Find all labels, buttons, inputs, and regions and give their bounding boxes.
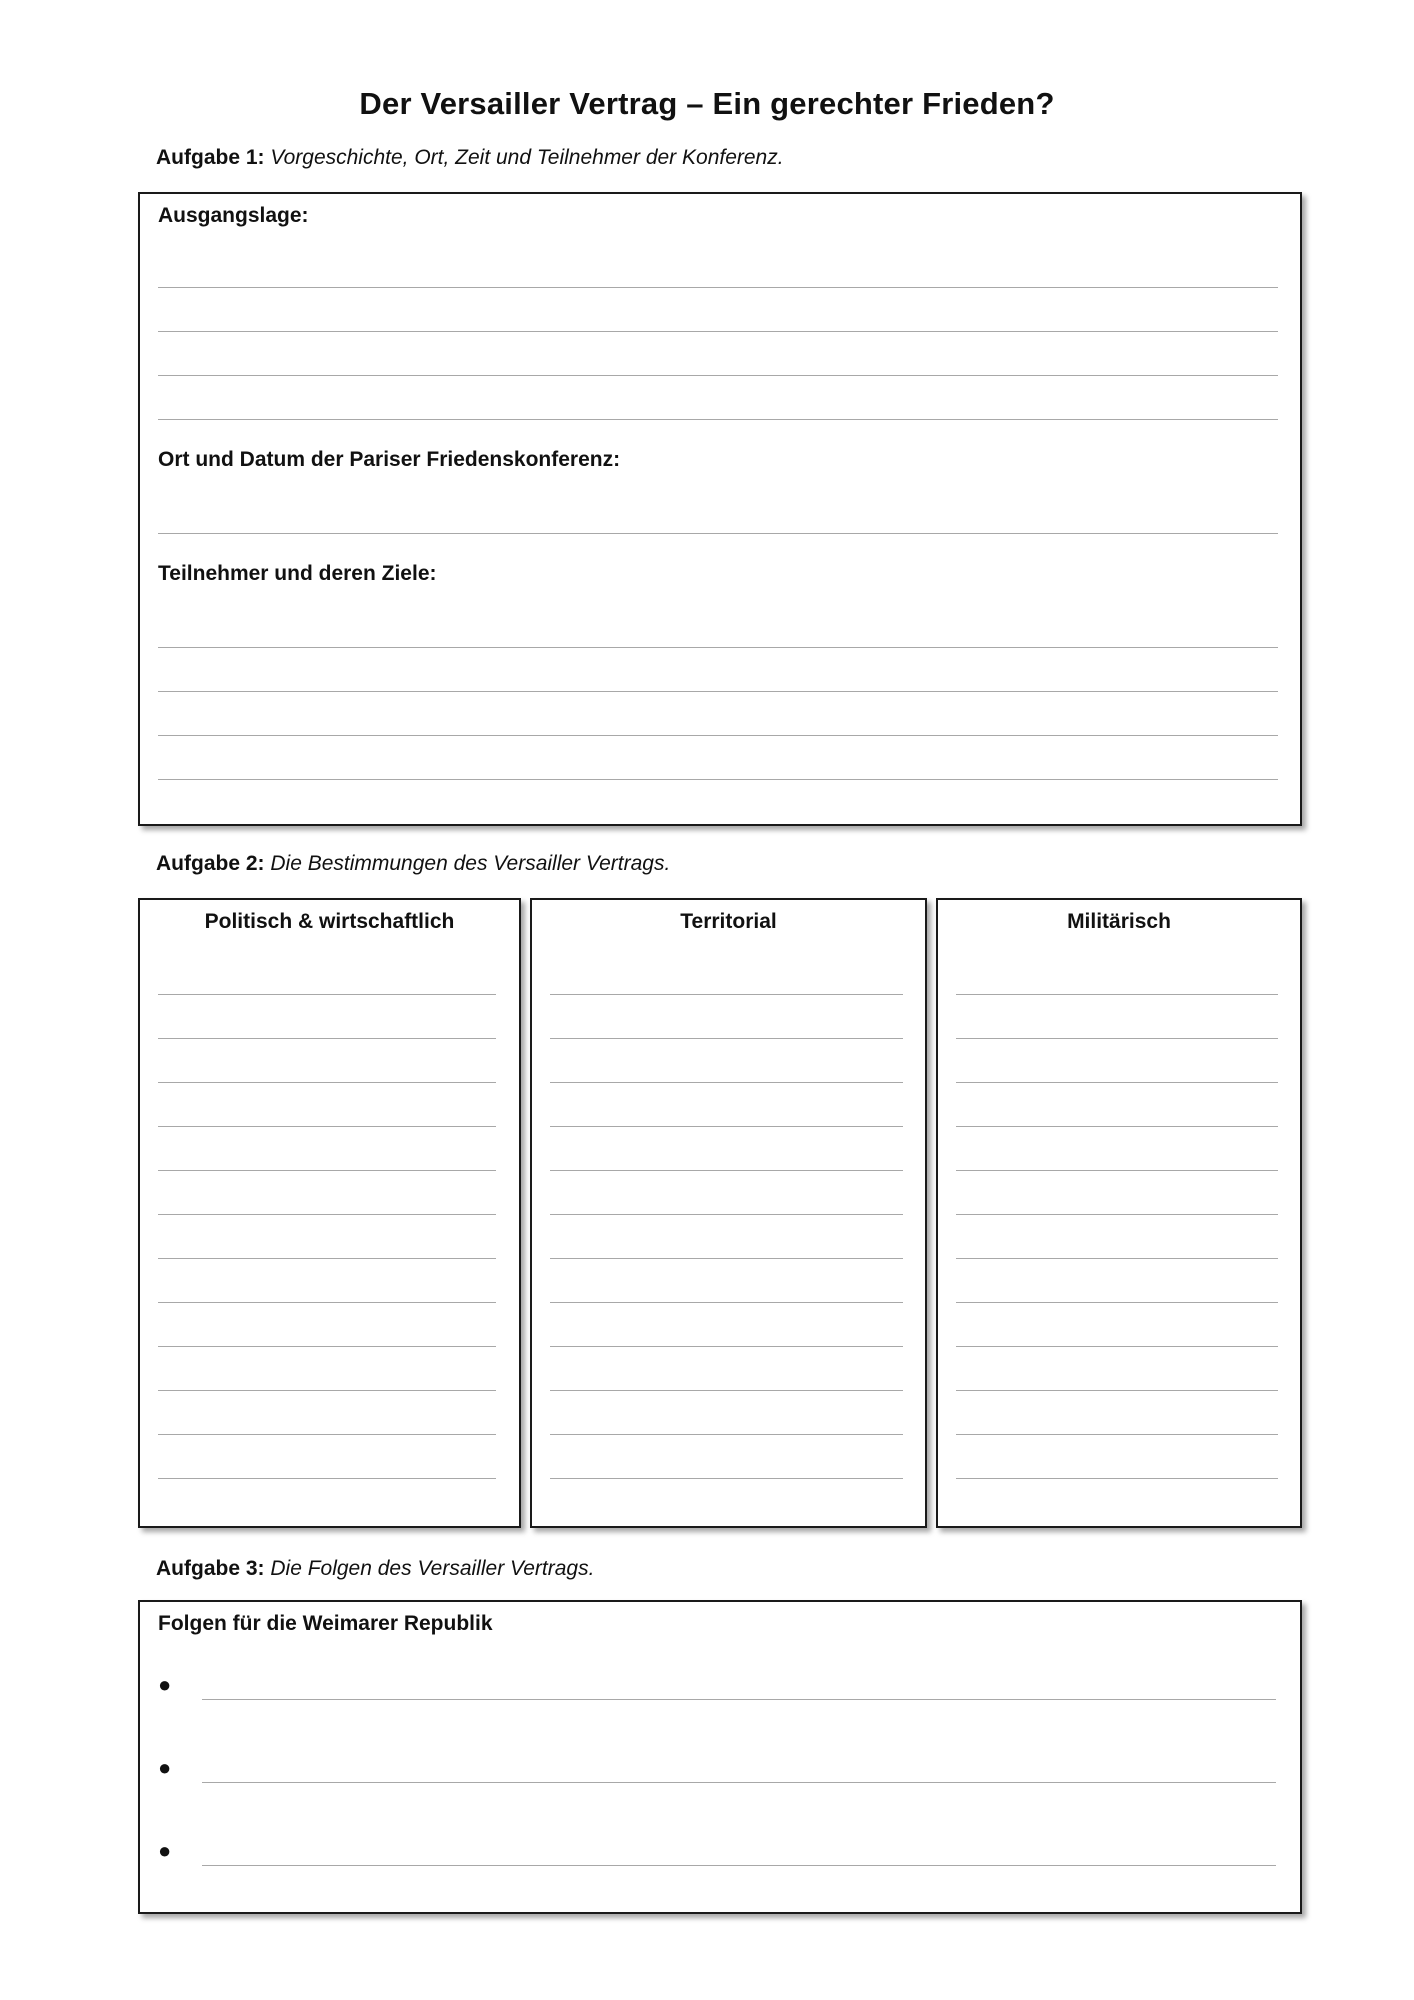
- task-1-text: Vorgeschichte, Ort, Zeit und Teilnehmer der Konferenz.: [270, 146, 784, 169]
- answer-line[interactable]: [956, 1214, 1278, 1215]
- column-box-militaerisch: [936, 898, 1302, 1528]
- answer-line[interactable]: [158, 1346, 496, 1347]
- bullet-point: ●: [158, 1838, 172, 1863]
- answer-line[interactable]: [202, 1865, 1276, 1866]
- answer-line[interactable]: [202, 1699, 1276, 1700]
- answer-line[interactable]: [550, 1214, 903, 1215]
- answer-line[interactable]: [158, 1478, 496, 1479]
- answer-line[interactable]: [550, 1082, 903, 1083]
- task-1-instruction: [156, 146, 784, 170]
- column-heading-militaerisch: Militärisch: [1067, 910, 1171, 933]
- answer-line[interactable]: [956, 1038, 1278, 1039]
- answer-line[interactable]: [550, 1038, 903, 1039]
- answer-line[interactable]: [956, 1390, 1278, 1391]
- answer-line[interactable]: [158, 533, 1278, 534]
- answer-line[interactable]: [158, 1434, 496, 1435]
- task-1-label: Aufgabe 1:: [156, 146, 265, 169]
- answer-line[interactable]: [158, 1170, 496, 1171]
- answer-line[interactable]: [158, 1126, 496, 1127]
- answer-line[interactable]: [158, 1390, 496, 1391]
- column-box-territorial: [530, 898, 927, 1528]
- answer-line[interactable]: [158, 1214, 496, 1215]
- answer-line[interactable]: [158, 647, 1278, 648]
- answer-line[interactable]: [956, 1126, 1278, 1127]
- ort-datum-label: Ort und Datum der Pariser Friedenskonferenz:: [158, 448, 621, 471]
- answer-line[interactable]: [956, 1434, 1278, 1435]
- answer-line[interactable]: [158, 287, 1278, 288]
- task-3-box: [138, 1600, 1302, 1914]
- answer-line[interactable]: [550, 1258, 903, 1259]
- answer-line[interactable]: [158, 331, 1278, 332]
- answer-line[interactable]: [158, 994, 496, 995]
- answer-line[interactable]: [158, 735, 1278, 736]
- column-heading-territorial: Territorial: [680, 910, 777, 933]
- answer-line[interactable]: [550, 1126, 903, 1127]
- folgen-heading: Folgen für die Weimarer Republik: [158, 1612, 493, 1635]
- answer-line[interactable]: [550, 994, 903, 995]
- bullet-point: ●: [158, 1672, 172, 1697]
- answer-line[interactable]: [956, 1346, 1278, 1347]
- answer-line[interactable]: [550, 1170, 903, 1171]
- answer-line[interactable]: [158, 1038, 496, 1039]
- task-3-instruction: [156, 1557, 594, 1581]
- answer-line[interactable]: [956, 1478, 1278, 1479]
- answer-line[interactable]: [158, 1302, 496, 1303]
- answer-line[interactable]: [550, 1302, 903, 1303]
- task-2-text: Die Bestimmungen des Versailler Vertrags.: [270, 852, 671, 875]
- answer-line[interactable]: [158, 1258, 496, 1259]
- answer-line[interactable]: [550, 1478, 903, 1479]
- ausgangslage-label: Ausgangslage:: [158, 204, 309, 227]
- answer-line[interactable]: [550, 1346, 903, 1347]
- answer-line[interactable]: [158, 691, 1278, 692]
- task-3-text: Die Folgen des Versailler Vertrags.: [270, 1557, 595, 1580]
- answer-line[interactable]: [202, 1782, 1276, 1783]
- column-box-politisch: [138, 898, 521, 1528]
- bullet-point: ●: [158, 1755, 172, 1780]
- answer-line[interactable]: [158, 1082, 496, 1083]
- column-heading-politisch: Politisch & wirtschaftlich: [204, 910, 455, 933]
- task-3-label: Aufgabe 3:: [156, 1557, 265, 1580]
- answer-line[interactable]: [550, 1390, 903, 1391]
- task-1-box: [138, 192, 1302, 826]
- task-2-instruction: [156, 852, 670, 876]
- teilnehmer-label: Teilnehmer und deren Ziele:: [158, 562, 437, 585]
- task-2-label: Aufgabe 2:: [156, 852, 265, 875]
- answer-line[interactable]: [956, 1258, 1278, 1259]
- answer-line[interactable]: [956, 1082, 1278, 1083]
- answer-line[interactable]: [158, 419, 1278, 420]
- answer-line[interactable]: [956, 994, 1278, 995]
- page-title: Der Versailler Vertrag – Ein gerechter Frieden?: [359, 86, 1055, 121]
- answer-line[interactable]: [158, 779, 1278, 780]
- answer-line[interactable]: [956, 1302, 1278, 1303]
- answer-line[interactable]: [956, 1170, 1278, 1171]
- answer-line[interactable]: [550, 1434, 903, 1435]
- answer-line[interactable]: [158, 375, 1278, 376]
